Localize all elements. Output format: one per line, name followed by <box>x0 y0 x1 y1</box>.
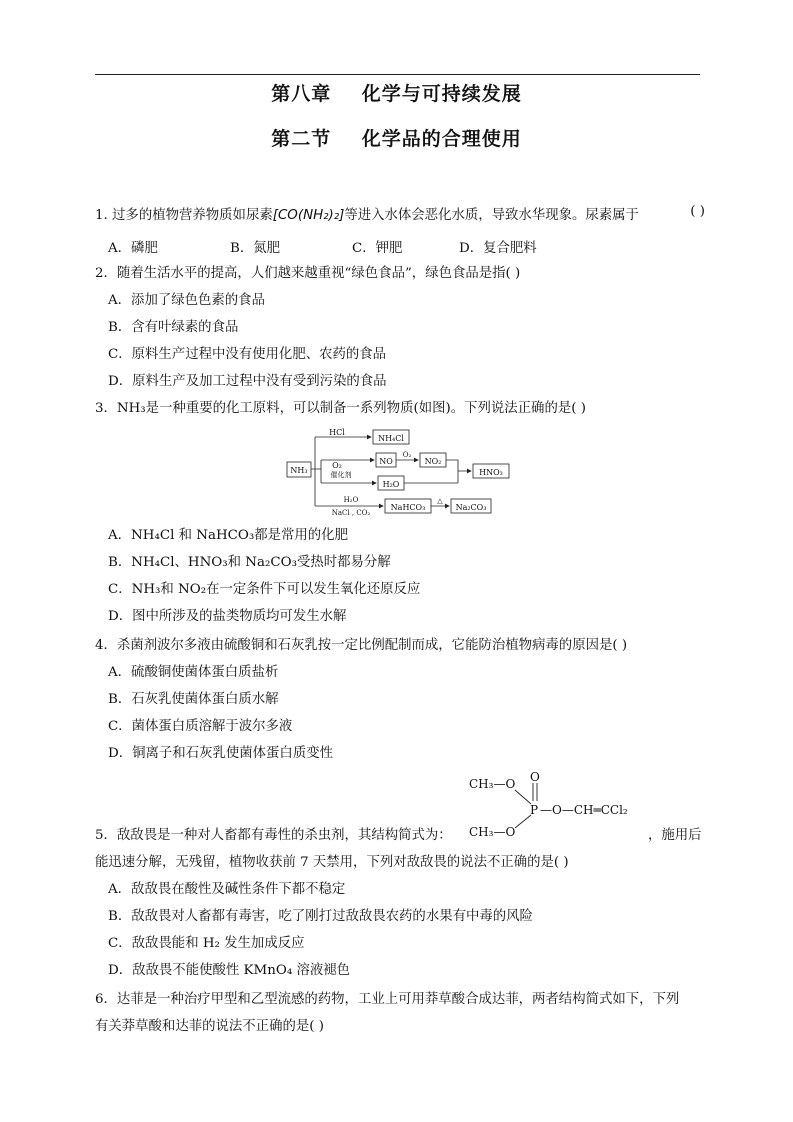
q1-option-b: B．氮肥 <box>230 241 281 256</box>
ch3o-bottom: CH₃—O <box>469 825 516 839</box>
q3-option-a: A．NH₄Cl 和 NaHCO₃都是常用的化肥 <box>108 528 348 543</box>
heat-label: △ <box>437 497 443 505</box>
q1-answer-paren: ( ) <box>690 204 705 219</box>
q4-option-b: B．石灰乳使菌体蛋白质水解 <box>108 692 279 707</box>
question-5-stem-a: 5．敌敌畏是一种对人畜都有毒性的杀虫剂，其结构简式为： <box>95 828 452 843</box>
q1-suffix: 等进入水体会恶化水质，导致水华现象。尿素属于 <box>344 208 639 223</box>
q5-option-c: C．敌敌畏能和 H₂ 发生加成反应 <box>108 936 305 951</box>
no2-label: NO₂ <box>424 457 442 466</box>
nacl-co2-label: NaCl , CO₂ <box>331 509 371 517</box>
no-label: NO <box>379 457 393 466</box>
question-5-stem-c: 能迅速分解，无残留，植物收获前 7 天禁用，下列对敌敌畏的说法不正确的是( ) <box>95 855 569 870</box>
q5-option-a: A．敌敌畏在酸性及碱性条件下都不稳定 <box>108 882 346 897</box>
q2-option-c: C．原料生产过程中没有使用化肥、农药的食品 <box>108 347 387 362</box>
question-3-stem: 3．NH₃是一种重要的化工原料，可以制备一系列物质(如图)。下列说法正确的是( ) <box>95 401 586 416</box>
header-rule <box>95 74 700 75</box>
double-o: O <box>530 770 540 784</box>
q1-prefix: 1. 过多的植物营养物质如尿素 <box>95 208 273 223</box>
question-4-stem: 4．杀菌剂波尔多液由硫酸铜和石灰乳按一定比例配制而成，它能防治植物病毒的原因是( ) <box>95 638 628 653</box>
q2-option-d: D．原料生产及加工过程中没有受到污染的食品 <box>108 374 387 389</box>
q4-option-c: C．菌体蛋白质溶解于波尔多液 <box>108 719 293 734</box>
q4-option-d: D．铜离子和石灰乳使菌体蛋白质变性 <box>108 746 333 761</box>
bond-top-o-p <box>515 790 531 804</box>
question-5-stem-b: ，施用后 <box>648 828 702 843</box>
hcl-label: HCl <box>329 428 345 437</box>
q5-option-b: B．敌敌畏对人畜都有毒害，吃了刚打过敌敌畏农药的水果有中毒的风险 <box>108 909 533 924</box>
vinyl-chain: —O—CH═CCl₂ <box>540 803 628 817</box>
o2-label-2: O₂ <box>402 451 412 459</box>
bond-bottom-o-p <box>515 815 531 828</box>
nh3-reaction-diagram <box>285 424 515 520</box>
h2o-box-label: H₂O <box>382 480 400 489</box>
q2-option-b: B．含有叶绿素的食品 <box>108 320 239 335</box>
nh3-label: NH₃ <box>290 466 308 475</box>
q3-option-b: B．NH₄Cl、HNO₃和 Na₂CO₃受热时都易分解 <box>108 555 391 570</box>
question-1-stem <box>95 204 705 223</box>
q1-formula: [CO(NH₂)₂] <box>272 208 345 223</box>
section-title: 第二节 化学品的合理使用 <box>271 128 522 150</box>
question-6-stem-b: 有关莽草酸和达菲的说法不正确的是( ) <box>95 1019 324 1034</box>
catalyst-label: 催化剂 <box>330 471 352 479</box>
q1-option-d: D．复合肥料 <box>459 241 537 256</box>
q5-option-d: D．敌敌畏不能使酸性 KMnO₄ 溶液褪色 <box>108 963 351 978</box>
q4-option-a: A．硫酸铜使菌体蛋白质盐析 <box>108 665 279 680</box>
hno3-label: HNO₃ <box>479 468 503 477</box>
h2o-label: H₂O <box>343 496 359 504</box>
phosphorus: P <box>530 803 539 817</box>
q1-option-c: C．钾肥 <box>352 241 403 256</box>
q1-option-a: A．磷肥 <box>108 241 158 256</box>
question-6-stem-a: 6．达菲是一种治疗甲型和乙型流感的药物，工业上可用莽草酸合成达菲，两者结构简式如下，下列 <box>95 992 680 1007</box>
q2-option-a: A．添加了绿色色素的食品 <box>108 293 265 308</box>
o2-label: O₂ <box>332 461 342 470</box>
na2co3-label: Na₂CO₃ <box>455 503 487 512</box>
chapter-title: 第八章 化学与可持续发展 <box>271 83 522 105</box>
double-bond-p-o <box>533 783 537 801</box>
nh4cl-label: NH₄Cl <box>378 434 404 443</box>
q3-option-c: C．NH₃和 NO₂在一定条件下可以发生氧化还原反应 <box>108 582 421 597</box>
question-2-stem: 2．随着生活水平的提高，人们越来越重视“绿色食品”，绿色食品是指( ) <box>95 266 521 281</box>
nahco3-label: NaHCO₃ <box>390 503 426 512</box>
ch3o-top: CH₃—O <box>469 777 516 791</box>
q3-option-d: D．图中所涉及的盐类物质均可发生水解 <box>108 609 347 624</box>
